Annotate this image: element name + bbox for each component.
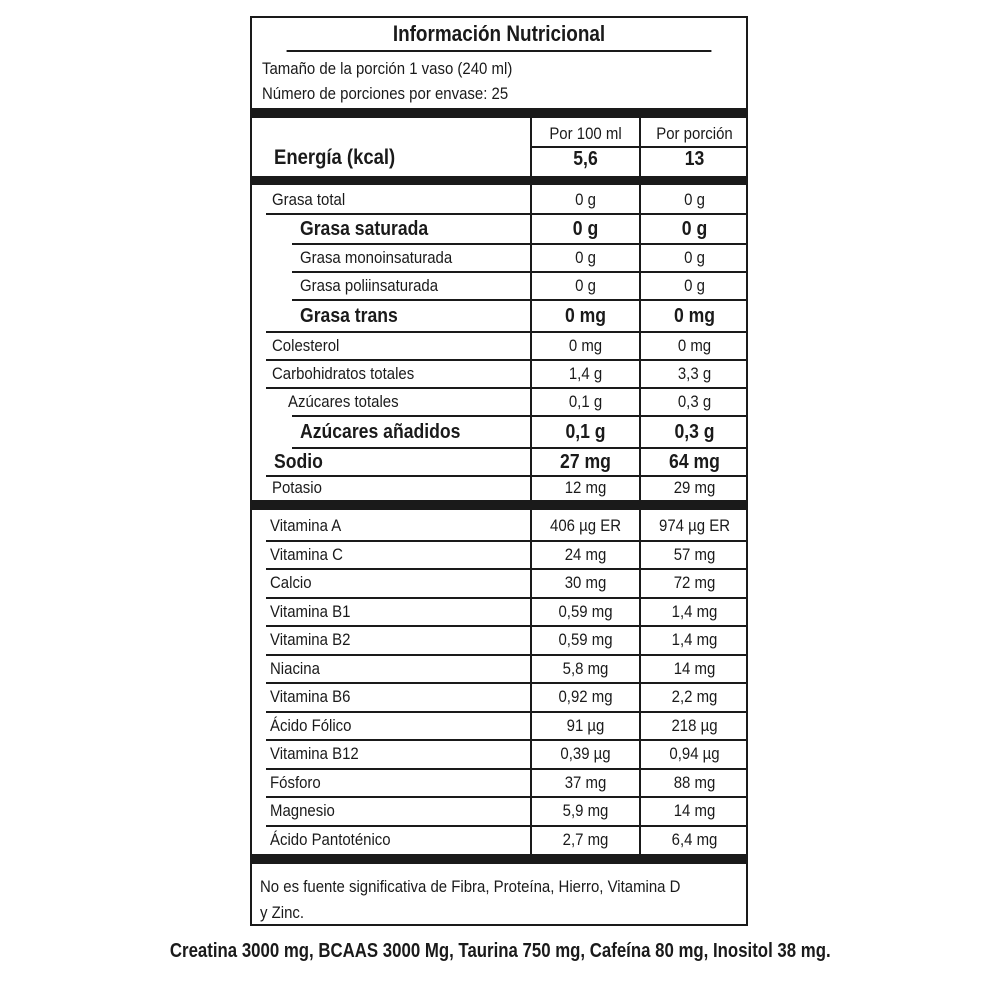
nutrient-value-per-serving: 29 mg	[673, 478, 716, 498]
row-divider	[266, 711, 746, 713]
header-divider	[530, 146, 746, 148]
vitamin-value-per-serving: 14 mg	[673, 658, 716, 678]
vitamin-value-per-serving: 218 µg	[671, 715, 718, 735]
column-divider	[639, 510, 641, 854]
row-divider	[266, 331, 746, 333]
label-title: Información Nutricional	[287, 18, 712, 52]
row-divider	[266, 568, 746, 570]
row-divider	[266, 597, 746, 599]
energy-per-serving: 13	[684, 148, 705, 170]
thick-divider	[252, 108, 746, 118]
row-divider	[292, 243, 746, 245]
vitamin-value-per-serving: 1,4 mg	[671, 601, 718, 621]
thick-divider	[252, 176, 746, 185]
nutrient-name: Grasa monoinsaturada	[300, 248, 453, 268]
nutrient-value-per-serving: 0 g	[684, 190, 705, 210]
footnote-text: No es fuente significativa de Fibra, Proteína, Hierro, Vitamina D y Zinc.	[260, 877, 681, 922]
vitamin-value-per-serving: 974 µg ER	[658, 516, 731, 536]
column-divider	[639, 185, 641, 500]
nutrient-name: Grasa poliinsaturada	[300, 276, 439, 296]
vitamin-value-per-100ml: 2,7 mg	[562, 829, 609, 849]
nutrient-name: Sodio	[274, 450, 323, 473]
vitamin-value-per-serving: 57 mg	[673, 544, 716, 564]
vitamin-value-per-100ml: 406 µg ER	[549, 516, 622, 536]
vitamin-name: Vitamina C	[270, 544, 343, 564]
row-divider	[266, 739, 746, 741]
nutrient-value-per-serving: 0,3 g	[677, 392, 712, 412]
vitamin-value-per-serving: 1,4 mg	[671, 630, 718, 650]
serving-info	[262, 56, 546, 106]
row-divider	[266, 213, 746, 215]
vitamin-name: Ácido Pantoténico	[270, 829, 391, 849]
nutrient-value-per-serving: 0 g	[681, 217, 708, 240]
row-divider	[266, 475, 746, 477]
vitamin-name: Calcio	[270, 573, 312, 593]
nutrient-value-per-100ml: 27 mg	[560, 450, 611, 473]
thick-divider	[252, 854, 746, 864]
vitamin-value-per-100ml: 30 mg	[564, 573, 607, 593]
vitamin-name: Magnesio	[270, 801, 335, 821]
vitamin-name: Vitamina B2	[270, 630, 351, 650]
nutrient-value-per-100ml: 0 g	[575, 276, 596, 296]
vitamin-value-per-100ml: 5,9 mg	[562, 801, 609, 821]
row-divider	[266, 768, 746, 770]
row-divider	[292, 415, 746, 417]
row-divider	[292, 299, 746, 301]
vitamin-value-per-serving: 0,94 µg	[669, 744, 720, 764]
nutrient-value-per-serving: 0,3 g	[674, 420, 715, 443]
vitamin-name: Vitamina B6	[270, 687, 351, 707]
vitamin-name: Vitamina B12	[270, 744, 359, 764]
footnote	[260, 874, 740, 926]
nutrient-value-per-100ml: 1,4 g	[568, 364, 603, 384]
nutrient-value-per-serving: 3,3 g	[677, 364, 712, 384]
row-divider	[266, 825, 746, 827]
row-divider	[266, 359, 746, 361]
nutrient-name: Azúcares totales	[288, 392, 399, 412]
vitamin-value-per-serving: 72 mg	[673, 573, 716, 593]
vitamin-name: Vitamina B1	[270, 601, 351, 621]
nutrient-name: Colesterol	[272, 336, 340, 356]
nutrient-name: Grasa saturada	[300, 217, 429, 240]
additional-ingredients	[0, 940, 1000, 963]
vitamin-value-per-serving: 2,2 mg	[671, 687, 718, 707]
nutrient-value-per-100ml: 0 g	[572, 217, 599, 240]
vitamin-value-per-100ml: 0,59 mg	[558, 630, 613, 650]
energy-label: Energía (kcal)	[274, 146, 396, 169]
vitamin-value-per-serving: 88 mg	[673, 772, 716, 792]
column-header-per-serving: Por porción	[656, 124, 733, 143]
additional-ingredients-text: Creatina 3000 mg, BCAAS 3000 Mg, Taurina 750 mg, Cafeína 80 mg, Inositol 38 mg.	[169, 940, 831, 962]
nutrient-value-per-100ml: 12 mg	[564, 478, 607, 498]
nutrient-name: Carbohidratos totales	[272, 364, 415, 384]
nutrient-name: Azúcares añadidos	[300, 420, 461, 443]
nutrition-facts-panel	[250, 16, 748, 926]
nutrient-value-per-100ml: 0 g	[575, 248, 596, 268]
vitamin-value-per-serving: 6,4 mg	[671, 829, 718, 849]
vitamin-value-per-100ml: 0,92 mg	[558, 687, 613, 707]
nutrient-value-per-serving: 0 g	[684, 276, 705, 296]
vitamin-value-per-100ml: 24 mg	[564, 544, 607, 564]
nutrient-value-per-100ml: 0,1 g	[568, 392, 603, 412]
row-divider	[292, 447, 746, 449]
serving-size: Tamaño de la porción 1 vaso (240 ml)	[262, 59, 513, 78]
row-divider	[266, 387, 746, 389]
vitamin-name: Ácido Fólico	[270, 715, 352, 735]
vitamin-name: Fósforo	[270, 772, 321, 792]
row-divider	[266, 540, 746, 542]
nutrient-name: Grasa trans	[300, 304, 398, 327]
column-divider	[530, 185, 532, 500]
nutrient-name: Grasa total	[272, 190, 346, 210]
row-divider	[266, 796, 746, 798]
nutrient-value-per-serving: 0 mg	[673, 304, 716, 327]
nutrient-value-per-100ml: 0 mg	[564, 304, 607, 327]
column-divider	[530, 510, 532, 854]
vitamin-value-per-100ml: 37 mg	[564, 772, 607, 792]
vitamin-value-per-serving: 14 mg	[673, 801, 716, 821]
servings-per-container: Número de porciones por envase: 25	[262, 84, 509, 103]
nutrient-value-per-100ml: 0 g	[575, 190, 596, 210]
energy-per-100ml: 5,6	[573, 148, 598, 170]
row-divider	[266, 625, 746, 627]
nutrient-value-per-serving: 64 mg	[669, 450, 720, 473]
vitamin-value-per-100ml: 0,39 µg	[560, 744, 611, 764]
row-divider	[266, 654, 746, 656]
vitamin-value-per-100ml: 5,8 mg	[562, 658, 609, 678]
vitamin-name: Vitamina A	[270, 516, 342, 536]
nutrient-value-per-100ml: 0,1 g	[565, 420, 606, 443]
vitamin-value-per-100ml: 0,59 mg	[558, 601, 613, 621]
nutrient-value-per-serving: 0 mg	[677, 336, 712, 356]
vitamin-value-per-100ml: 91 µg	[566, 715, 605, 735]
row-divider	[266, 682, 746, 684]
nutrient-value-per-serving: 0 g	[684, 248, 705, 268]
row-divider	[292, 271, 746, 273]
nutrient-value-per-100ml: 0 mg	[568, 336, 603, 356]
column-header-per-100ml: Por 100 ml	[549, 124, 622, 143]
nutrient-name: Potasio	[272, 478, 322, 498]
vitamin-name: Niacina	[270, 658, 320, 678]
thick-divider	[252, 500, 746, 510]
